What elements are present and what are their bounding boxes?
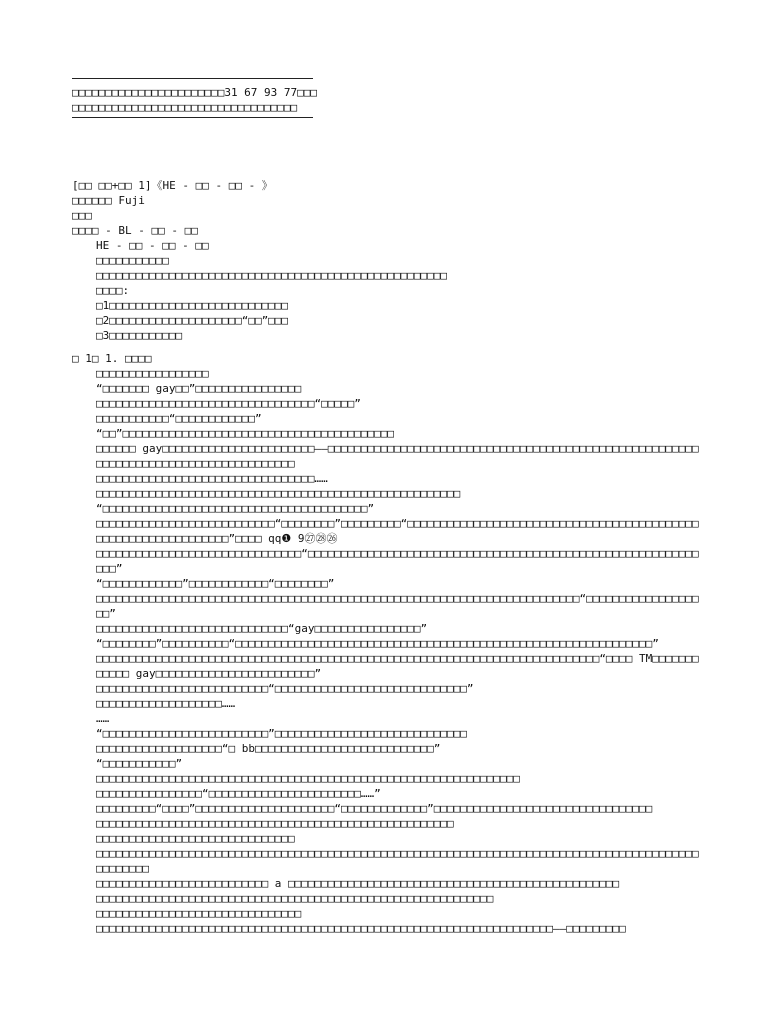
paragraph: □□□□□□□□□□□□□□□□□□□□□□□□□□□□□□□□□……: [96, 472, 328, 485]
header-rule-top: [72, 78, 313, 79]
paragraph: □□□□□□□□□□□“□□□□□□□□□□□□”: [96, 412, 262, 425]
header-line-1: □□□□□□□□□□□□□□□□□□□□□□□31 67 93 77□□□: [72, 86, 318, 99]
meta-line: □□□□□□□□□□□□□□□□□□□□□□□□□□□□□□□□□□□□□□□□□□□□□□□□□□□□□: [96, 269, 447, 282]
paragraph: □□□□□□□□□□□□□□□□□□□□□□□□□□□□□□□□□□□□□□□□□□□□□□□□□□□□□□□□□□□□□□□□□□□□□□□□□□□□“□□□□ TM□□□□□□□□□□□□ gay□□□□□□□□□□□□□□□□□□□□□□□□”: [96, 652, 699, 680]
meta-line: □3□□□□□□□□□□□: [96, 329, 183, 342]
paragraph: □□□□□□□□□□□□□□□□□□□“□ bb□□□□□□□□□□□□□□□□□□□□□□□□□□□”: [96, 742, 441, 755]
paragraph: □□□□□□□□□□□□□□□□□□□□□□□□□□□□□“gay□□□□□□□□□□□□□□□□”: [96, 622, 428, 635]
paragraph: □□□□□□□□□□□□□□□□□□□□□□□□□□□□□□□□□□□□□□□□□□□□□□□□□□□□□□□: [96, 487, 461, 500]
document-page: [72, 72, 702, 936]
paragraph: “□□□□□□□□□□□□”□□□□□□□□□□□□“□□□□□□□□”: [96, 577, 335, 590]
meta-line: [□□ □□+□□ 1]《HE - □□ - □□ - 》: [72, 179, 273, 192]
paragraph: □□□□□□□□□□□□□□□□□□□□□□□□□□□□□□□: [96, 907, 302, 920]
paragraph: □□□□□□□□□□□□□□□□□□□□□□□□□□□“□□□□□□□□”□□□□□□□□□“□□□□□□□□□□□□□□□□□□□□□□□□□□□□□□□□□□□□□□□□□□□□□□□□□□□□□□□□□□□□□□□□”□□□□ qq❶ 9㉗㉘㉖: [96, 517, 699, 545]
paragraph: □□□□□□□□□“□□□□”□□□□□□□□□□□□□□□□□□□□□“□□□□□□□□□□□□□”□□□□□□□□□□□□□□□□□□□□□□□□□□□□□□□□□: [96, 802, 653, 815]
paragraph: □□□□□□□□□□□□□□□□□□□□□□□□□□□□□□□□□□□□□□□□□□□□□□□□□□□□□□□□□□□□□□□□□□□□□□□□□□□□□□□□□□□□□□□□□□□□□□□□□□□: [96, 847, 699, 875]
paragraph: □□□□□□□□□□□□□□□□□□□□□□□□□□□□□□□□□□□□□□□□□□□□□□□□□□□□□□□□□□□□□□□□□□□□□□□□□“□□□□□□□□□□□□□□□□□□□”: [96, 592, 699, 620]
paragraph: □□□□□□□□□□□□□□□□□□□……: [96, 697, 236, 710]
paragraph: □□□□□□□□□□□□□□□□□□□□□□□□□□□□□□□“□□□□□□□□□□□□□□□□□□□□□□□□□□□□□□□□□□□□□□□□□□□□□□□□□□□□□□□□□□□□□□”: [96, 547, 699, 575]
paragraph: “□□□□□□□ gay□□”□□□□□□□□□□□□□□□□: [96, 382, 302, 395]
meta-line: □□□□ - BL - □□ - □□: [72, 224, 198, 237]
meta-block: [72, 178, 702, 343]
paragraph: □□□□□□□□□□□□□□□□□□□□□□□□□□□□□□□□□□□□□□□□□□□□□□□□□□□□□□□□□□□□□□□□□□□□□——□□□□□□□□□: [96, 922, 626, 935]
paragraph: □□□□□□□□□□□□□□□□□: [96, 367, 209, 380]
paragraph: □□□□□□□□□□□□□□□□□□□□□□□□□□□□□□□□□□□□□□□□□□□□□□□□□□□□□□: [96, 817, 454, 830]
meta-line: HE - □□ - □□ - □□: [96, 239, 209, 252]
paragraph: □□□□□□□□□□□□□□□□“□□□□□□□□□□□□□□□□□□□□□□□……”: [96, 787, 381, 800]
paragraph: □□□□□□□□□□□□□□□□□□□□□□□□□□□□□□□□□□□□□□□□□□□□□□□□□□□□□□□□□□□□: [96, 892, 494, 905]
paragraph: “□□”□□□□□□□□□□□□□□□□□□□□□□□□□□□□□□□□□□□□□□□□□: [96, 427, 395, 440]
chapter-title: □ 1□ 1. □□□□: [72, 352, 152, 365]
meta-line: □□□: [72, 209, 92, 222]
body-text: [72, 366, 702, 936]
paragraph: “□□□□□□□□□□□□□□□□□□□□□□□□□”□□□□□□□□□□□□□□□□□□□□□□□□□□□□□: [96, 727, 467, 740]
paragraph: “□□□□□□□□”□□□□□□□□□□“□□□□□□□□□□□□□□□□□□□□□□□□□□□□□□□□□□□□□□□□□□□□□□□□□□□□□□□□□□□□□□□”: [96, 637, 659, 650]
paragraph: □□□□□□□□□□□□□□□□□□□□□□□□□□□□□□: [96, 832, 295, 845]
meta-line: □1□□□□□□□□□□□□□□□□□□□□□□□□□□□: [96, 299, 289, 312]
meta-line: □2□□□□□□□□□□□□□□□□□□□□“□□”□□□: [96, 314, 289, 327]
paragraph: □□□□□□□□□□□□□□□□□□□□□□□□□□□□□□□□□“□□□□□”: [96, 397, 361, 410]
paragraph: ……: [96, 712, 110, 725]
spacer: [72, 118, 702, 178]
spacer: [72, 343, 702, 351]
header-line-2: □□□□□□□□□□□□□□□□□□□□□□□□□□□□□□□□□□: [72, 101, 298, 114]
paragraph: □□□□□□□□□□□□□□□□□□□□□□□□□□ a □□□□□□□□□□□□□□□□□□□□□□□□□□□□□□□□□□□□□□□□□□□□□□□□□□: [96, 877, 620, 890]
paragraph: □□□□□□□□□□□□□□□□□□□□□□□□□□“□□□□□□□□□□□□□□□□□□□□□□□□□□□□□”: [96, 682, 474, 695]
paragraph: □□□□□□ gay□□□□□□□□□□□□□□□□□□□□□□□——□□□□□□□□□□□□□□□□□□□□□□□□□□□□□□□□□□□□□□□□□□□□□□□□□□□□□□□□□□□□□□□□□□□□□□□□□□□□□□□□□□□□□□: [96, 442, 699, 470]
meta-line: □□□□:: [96, 284, 130, 297]
meta-line: □□□□□□□□□□□: [96, 254, 169, 267]
paragraph: “□□□□□□□□□□□”: [96, 757, 183, 770]
meta-line: □□□□□□ Fuji: [72, 194, 145, 207]
paragraph: □□□□□□□□□□□□□□□□□□□□□□□□□□□□□□□□□□□□□□□□□□□□□□□□□□□□□□□□□□□□□□□□: [96, 772, 520, 785]
paragraph: “□□□□□□□□□□□□□□□□□□□□□□□□□□□□□□□□□□□□□□□□”: [96, 502, 375, 515]
